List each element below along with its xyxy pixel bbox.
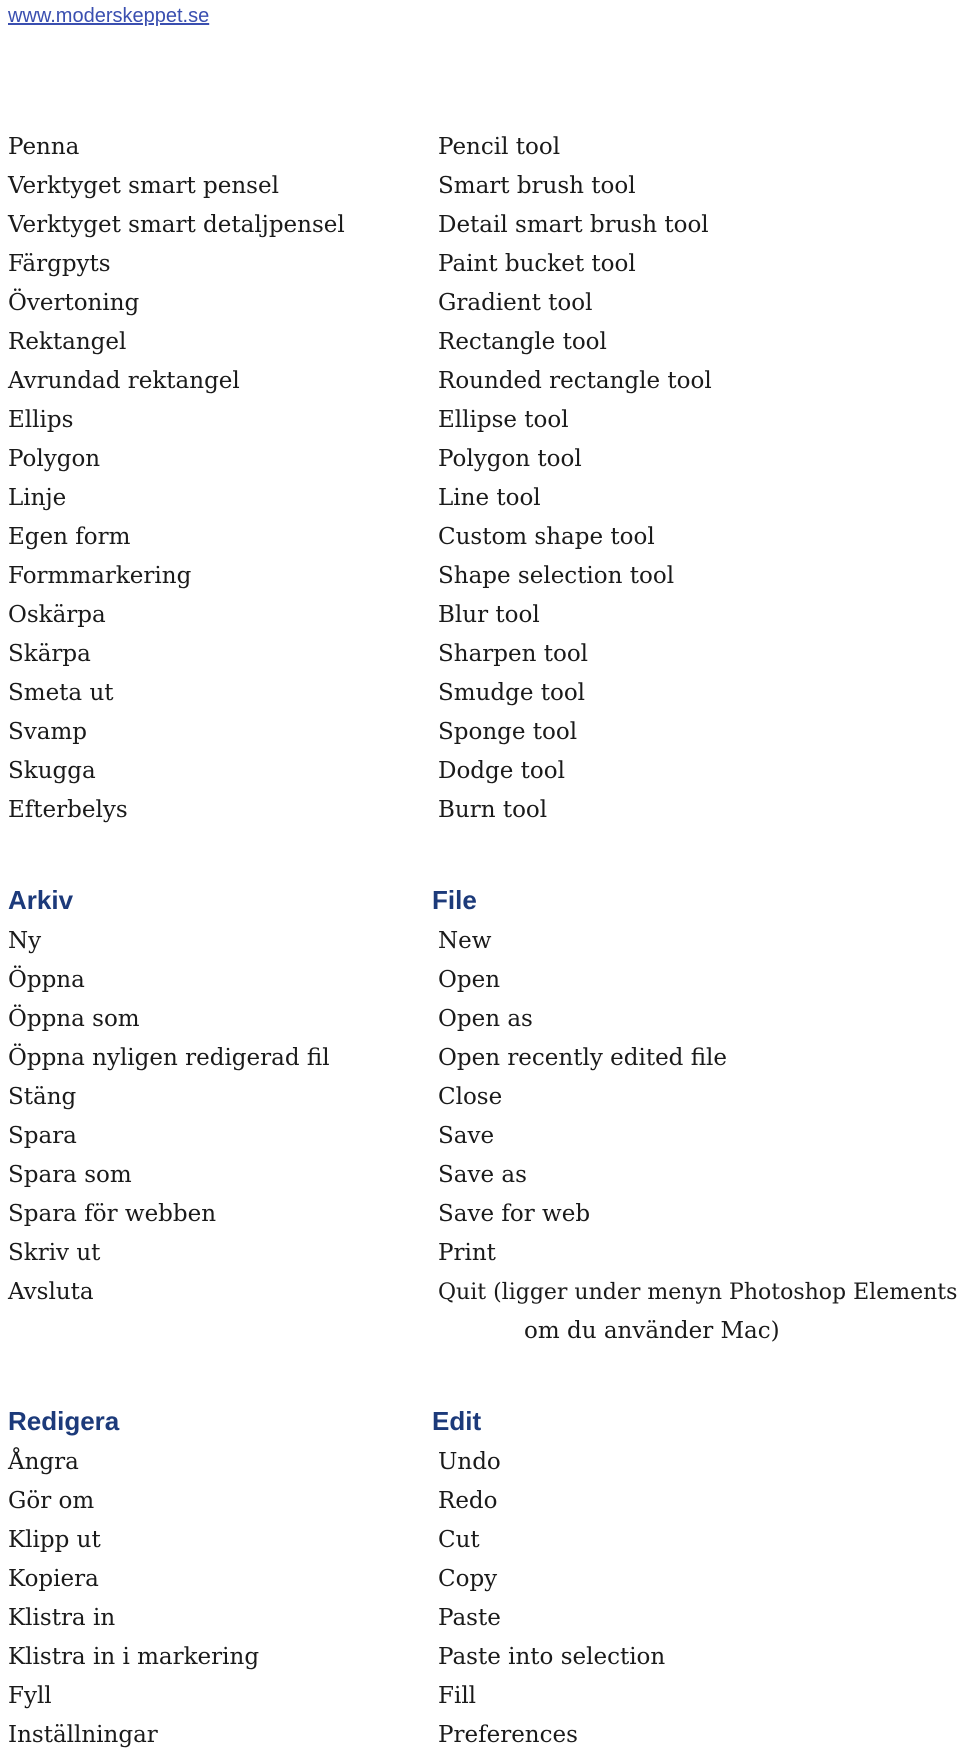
tool-en-10: Custom shape tool: [438, 524, 655, 550]
file-sv-8: Skriv ut: [8, 1240, 101, 1266]
file-en-3: Open recently edited file: [438, 1045, 728, 1071]
file-sv-0: Ny: [8, 928, 42, 954]
tool-en-11: Shape selection tool: [438, 563, 675, 589]
edit-en-6: Fill: [438, 1683, 477, 1709]
tool-en-12: Blur tool: [438, 602, 540, 628]
tool-sv-15: Svamp: [8, 719, 87, 745]
file-en-4: Close: [438, 1084, 503, 1110]
edit-en-2: Cut: [438, 1527, 480, 1553]
edit-en-3: Copy: [438, 1566, 498, 1592]
tool-sv-0: Penna: [8, 134, 80, 160]
file-en-0: New: [438, 928, 492, 954]
tool-sv-14: Smeta ut: [8, 680, 114, 706]
edit-sv-4: Klistra in: [8, 1605, 116, 1631]
tool-en-2: Detail smart brush tool: [438, 212, 709, 238]
tool-sv-16: Skugga: [8, 758, 96, 784]
tool-sv-17: Efterbelys: [8, 797, 128, 823]
file-heading-en: File: [432, 885, 477, 915]
edit-en-1: Redo: [438, 1488, 498, 1514]
tool-en-5: Rectangle tool: [438, 329, 607, 355]
tool-sv-11: Formmarkering: [8, 563, 192, 589]
tool-sv-5: Rektangel: [8, 329, 127, 355]
file-en-1: Open: [438, 967, 501, 993]
file-en-8: Print: [438, 1240, 496, 1266]
tool-en-3: Paint bucket tool: [438, 251, 636, 277]
edit-swedish-column: [8, 1401, 259, 1755]
edit-sv-6: Fyll: [8, 1683, 52, 1709]
tool-en-9: Line tool: [438, 485, 541, 511]
tool-sv-1: Verktyget smart pensel: [8, 173, 279, 199]
file-en-9-continuation: om du använder Mac): [524, 1318, 780, 1344]
tool-en-14: Smudge tool: [438, 680, 586, 706]
file-en-6: Save as: [438, 1162, 527, 1188]
file-en-9: Quit (ligger under menyn Photoshop Elements: [438, 1280, 958, 1305]
file-sv-4: Stäng: [8, 1084, 77, 1110]
edit-sv-0: Ångra: [8, 1449, 79, 1475]
tool-sv-8: Polygon: [8, 446, 101, 472]
tool-en-8: Polygon tool: [438, 446, 582, 472]
edit-sv-5: Klistra in i markering: [8, 1644, 260, 1670]
file-en-2: Open as: [438, 1006, 533, 1032]
edit-en-0: Undo: [438, 1449, 501, 1475]
tool-sv-13: Skärpa: [8, 641, 91, 667]
tool-en-15: Sponge tool: [438, 719, 578, 745]
tool-en-16: Dodge tool: [438, 758, 565, 784]
file-english-column: [432, 880, 958, 1351]
tool-en-0: Pencil tool: [438, 134, 561, 160]
edit-en-7: Preferences: [438, 1722, 578, 1748]
edit-sv-2: Klipp ut: [8, 1527, 101, 1553]
file-sv-6: Spara som: [8, 1162, 132, 1188]
tools-english-column: [438, 128, 712, 830]
file-sv-1: Öppna: [8, 967, 85, 993]
edit-sv-1: Gör om: [8, 1488, 95, 1514]
tool-sv-9: Linje: [8, 485, 67, 511]
tool-en-13: Sharpen tool: [438, 641, 589, 667]
edit-heading-sv: Redigera: [8, 1406, 120, 1436]
tool-sv-10: Egen form: [8, 524, 131, 550]
edit-en-4: Paste: [438, 1605, 501, 1631]
tool-en-17: Burn tool: [438, 797, 548, 823]
tool-sv-3: Färgpyts: [8, 251, 111, 277]
tool-en-6: Rounded rectangle tool: [438, 368, 712, 394]
tool-en-1: Smart brush tool: [438, 173, 636, 199]
tool-en-4: Gradient tool: [438, 290, 593, 316]
file-sv-9: Avsluta: [8, 1279, 94, 1305]
tools-swedish-column: [8, 128, 345, 830]
file-en-7: Save for web: [438, 1201, 591, 1227]
edit-en-5: Paste into selection: [438, 1644, 666, 1670]
tool-sv-12: Oskärpa: [8, 602, 106, 628]
edit-sv-3: Kopiera: [8, 1566, 99, 1592]
edit-sv-7: Inställningar: [8, 1722, 158, 1748]
file-sv-2: Öppna som: [8, 1006, 140, 1032]
tool-sv-4: Övertoning: [8, 290, 140, 316]
file-sv-5: Spara: [8, 1123, 77, 1149]
file-sv-3: Öppna nyligen redigerad fil: [8, 1045, 330, 1071]
file-swedish-column: [8, 880, 330, 1312]
tool-sv-7: Ellips: [8, 407, 74, 433]
site-link[interactable]: www.moderskeppet.se: [8, 5, 210, 27]
tool-sv-2: Verktyget smart detaljpensel: [8, 212, 345, 238]
edit-english-column: [432, 1401, 666, 1755]
file-sv-7: Spara för webben: [8, 1201, 217, 1227]
file-heading-sv: Arkiv: [8, 885, 74, 915]
file-en-5: Save: [438, 1123, 495, 1149]
edit-heading-en: Edit: [432, 1406, 482, 1436]
tool-en-7: Ellipse tool: [438, 407, 569, 433]
tool-sv-6: Avrundad rektangel: [8, 368, 240, 394]
